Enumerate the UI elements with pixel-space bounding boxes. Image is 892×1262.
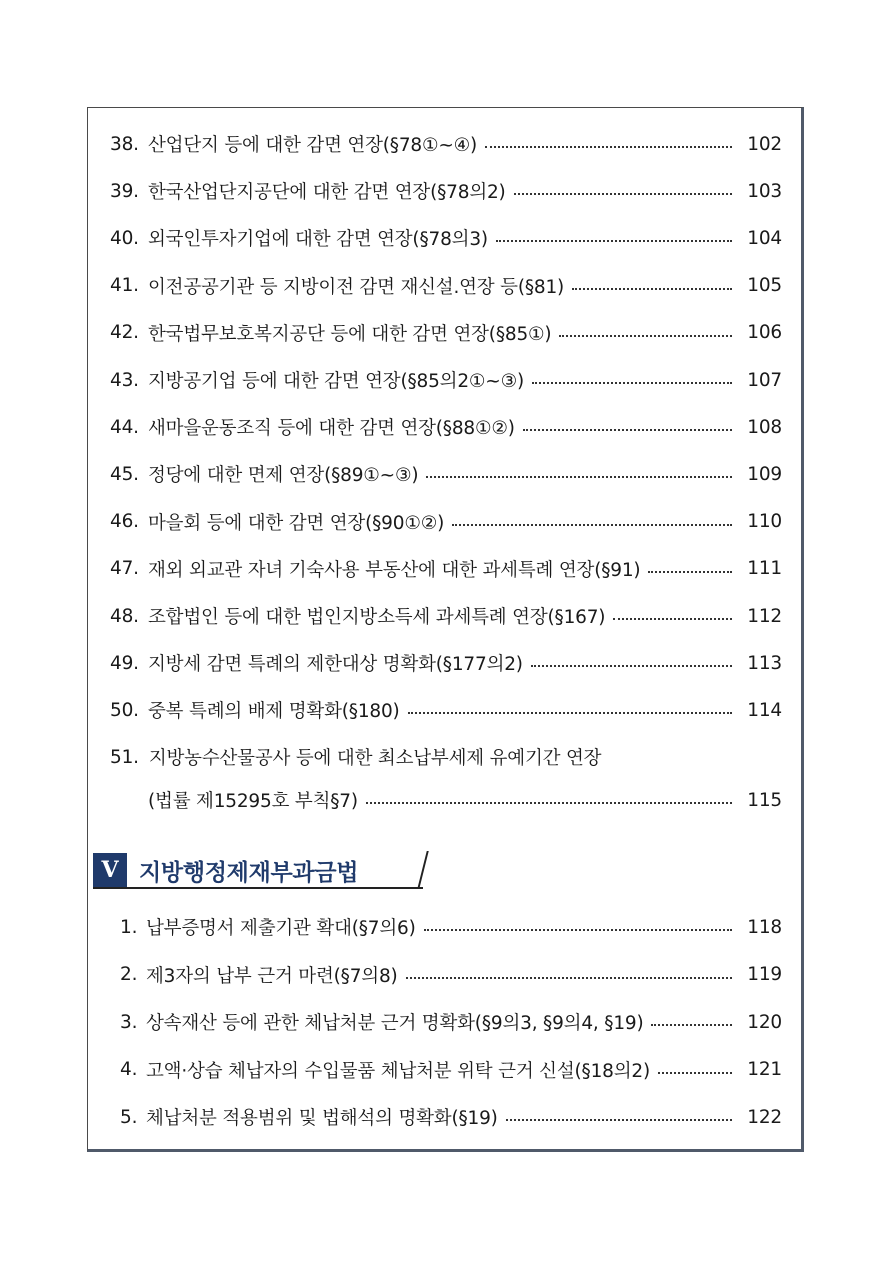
entry-title: 새마을운동조직 등에 대한 감면 연장(§88①②) bbox=[148, 418, 515, 440]
entry-page: 115 bbox=[747, 789, 782, 811]
leader-dots bbox=[523, 429, 732, 431]
toc-entry-51-cont[interactable] bbox=[148, 786, 782, 814]
toc-entry[interactable] bbox=[110, 413, 782, 441]
entry-number: 50. bbox=[110, 699, 139, 721]
entry-number: 2. bbox=[120, 964, 138, 985]
entry-number: 40. bbox=[110, 227, 139, 249]
toc-entry[interactable] bbox=[120, 1056, 782, 1084]
toc-entry[interactable] bbox=[110, 224, 782, 252]
entry-page: 111 bbox=[747, 558, 782, 580]
leader-dots bbox=[366, 802, 732, 804]
entry-page: 107 bbox=[747, 369, 782, 391]
entry-number: 44. bbox=[110, 416, 139, 438]
entry-title: 한국산업단지공단에 대한 감면 연장(§78의2) bbox=[148, 182, 506, 204]
entry-number: 4. bbox=[120, 1059, 138, 1080]
entry-page: 109 bbox=[747, 463, 782, 485]
toc-entry[interactable] bbox=[110, 696, 782, 724]
leader-dots bbox=[532, 382, 732, 384]
entry-page: 104 bbox=[747, 227, 782, 249]
leader-dots bbox=[651, 1024, 732, 1026]
toc-entry[interactable] bbox=[110, 555, 782, 583]
leader-dots bbox=[572, 288, 732, 290]
entry-title: 지방세 감면 특례의 제한대상 명확화(§177의2) bbox=[148, 654, 523, 676]
entry-page: 105 bbox=[747, 275, 782, 297]
entry-number: 5. bbox=[120, 1106, 138, 1128]
entry-title: 정당에 대한 면제 연장(§89①~③) bbox=[148, 465, 419, 487]
leader-dots bbox=[514, 193, 732, 195]
leader-dots bbox=[531, 665, 732, 667]
entry-page: 110 bbox=[747, 511, 782, 533]
section-header bbox=[93, 850, 433, 890]
entry-page: 122 bbox=[747, 1106, 782, 1128]
toc-entry[interactable] bbox=[120, 1103, 782, 1131]
leader-dots bbox=[559, 335, 732, 337]
entry-page: 103 bbox=[747, 180, 782, 202]
leader-dots bbox=[496, 240, 732, 242]
entry-title: 납부증명서 제출기관 확대(§7의6) bbox=[146, 918, 416, 939]
leader-dots bbox=[426, 476, 732, 478]
toc-entry[interactable] bbox=[110, 649, 782, 677]
section-underline bbox=[93, 887, 423, 889]
entry-number: 3. bbox=[120, 1011, 138, 1033]
entry-page: 121 bbox=[747, 1059, 782, 1080]
entry-number: 49. bbox=[110, 652, 139, 674]
entry-number: 46. bbox=[110, 511, 139, 533]
entry-title: 고액·상습 체납자의 수입물품 체납처분 위탁 근거 신설(§18의2) bbox=[146, 1060, 650, 1082]
entry-number: 42. bbox=[110, 322, 139, 344]
toc-entry[interactable] bbox=[110, 272, 782, 300]
entry-number: 41. bbox=[110, 275, 139, 297]
entry-title: 조합법인 등에 대한 법인지방소득세 과세특례 연장(§167) bbox=[148, 607, 606, 628]
entry-title: 외국인투자기업에 대한 감면 연장(§78의3) bbox=[148, 229, 488, 251]
entry-page: 112 bbox=[747, 605, 782, 627]
section-title: 지방행정제재부과금법 bbox=[139, 860, 359, 886]
section-badge: V bbox=[93, 853, 127, 887]
entry-title: 지방공기업 등에 대한 감면 연장(§85의2①~③) bbox=[148, 371, 524, 392]
entry-page: 106 bbox=[747, 322, 782, 344]
toc-entry[interactable] bbox=[110, 602, 782, 630]
entry-title: 마을회 등에 대한 감면 연장(§90①②) bbox=[148, 512, 445, 534]
entry-page: 118 bbox=[747, 916, 782, 938]
entry-page: 113 bbox=[747, 652, 782, 674]
leader-dots bbox=[424, 929, 732, 931]
entry-number: 51. bbox=[110, 746, 139, 768]
entry-page: 119 bbox=[747, 964, 782, 985]
toc-entry[interactable] bbox=[110, 319, 782, 347]
leader-dots bbox=[452, 524, 732, 526]
entry-title: 상속재산 등에 관한 체납처분 근거 명확화(§9의3, §9의4, §19) bbox=[146, 1013, 644, 1034]
toc-entry[interactable] bbox=[120, 1008, 782, 1036]
leader-dots bbox=[408, 712, 732, 714]
toc-entry[interactable] bbox=[120, 913, 782, 941]
entry-title-continued: (법률 제15295호 부칙§7) bbox=[148, 791, 358, 812]
toc-entry-51[interactable] bbox=[110, 743, 782, 771]
entry-number: 39. bbox=[110, 180, 139, 202]
toc-entry[interactable] bbox=[110, 130, 782, 158]
entry-page: 102 bbox=[747, 133, 782, 155]
leader-dots bbox=[658, 1072, 732, 1074]
leader-dots bbox=[406, 977, 732, 979]
entry-title: 체납처분 적용범위 및 법해석의 명확화(§19) bbox=[146, 1108, 498, 1129]
leader-dots bbox=[648, 571, 732, 573]
entry-number: 45. bbox=[110, 463, 139, 485]
entry-page: 108 bbox=[747, 416, 782, 438]
toc-entry[interactable] bbox=[110, 460, 782, 488]
leader-dots bbox=[506, 1119, 732, 1121]
toc-entry[interactable] bbox=[120, 961, 782, 989]
entry-number: 48. bbox=[110, 605, 139, 627]
toc-entry[interactable] bbox=[110, 177, 782, 205]
toc-entry[interactable] bbox=[110, 508, 782, 536]
toc-entry[interactable] bbox=[110, 366, 782, 394]
entry-title: 산업단지 등에 대한 감면 연장(§78①~④) bbox=[148, 135, 478, 156]
entry-title: 제3자의 납부 근거 마련(§7의8) bbox=[146, 965, 398, 987]
entry-number: 43. bbox=[110, 369, 139, 391]
entry-title: 이전공공기관 등 지방이전 감면 재신설.연장 등(§81) bbox=[148, 276, 565, 298]
entry-title: 중복 특례의 배제 명확화(§180) bbox=[148, 701, 400, 723]
entry-title: 한국법무보호복지공단 등에 대한 감면 연장(§85①) bbox=[148, 323, 552, 345]
leader-dots bbox=[613, 618, 732, 620]
section-slash bbox=[417, 851, 428, 889]
leader-dots bbox=[485, 146, 732, 148]
entry-number: 1. bbox=[120, 916, 138, 938]
entry-title: 재외 외교관 자녀 기숙사용 부동산에 대한 과세특례 연장(§91) bbox=[148, 559, 641, 581]
entry-page: 120 bbox=[747, 1011, 782, 1033]
entry-number: 47. bbox=[110, 558, 139, 580]
entry-title: 지방농수산물공사 등에 대한 최소납부세제 유예기간 연장 bbox=[148, 748, 602, 769]
entry-number: 38. bbox=[110, 133, 139, 155]
entry-page: 114 bbox=[747, 699, 782, 721]
